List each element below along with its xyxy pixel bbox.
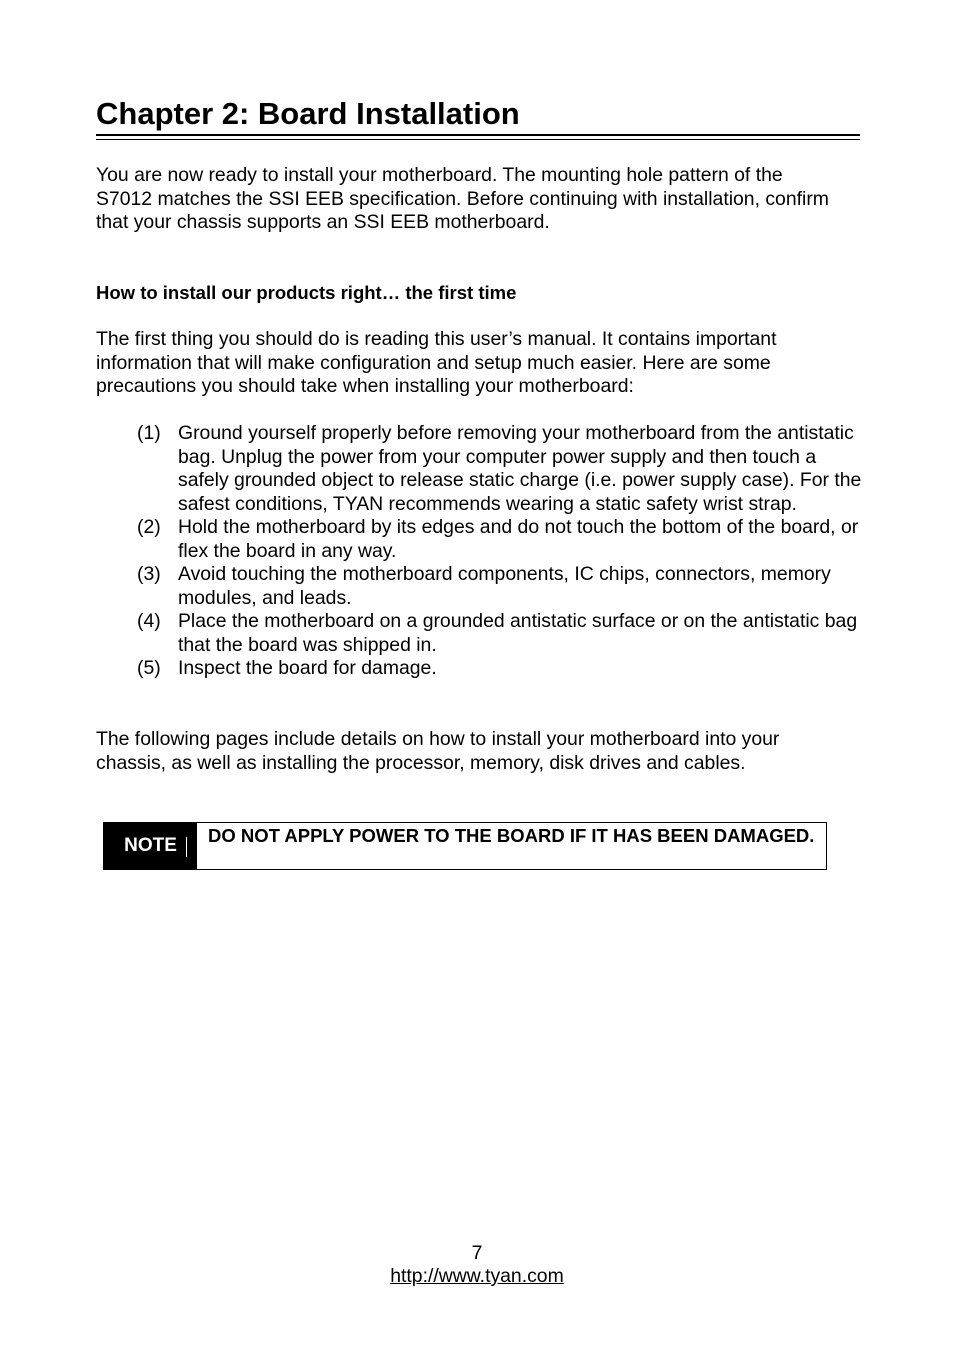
note-label: NOTE [104, 823, 197, 869]
section-subheading: How to install our products right… the first time [96, 282, 517, 303]
precaution-text: Inspect the board for damage. [178, 657, 437, 679]
precaution-item [137, 422, 862, 516]
following-paragraph: The following pages include details on how to install your motherboard into your chassis, as well as installing the processor, memory, disk drives and cables. [96, 728, 780, 774]
precaution-text: Avoid touching the motherboard components, IC chips, connectors, memory modules, and leads. [178, 563, 831, 609]
precaution-item [137, 610, 862, 657]
manual-paragraph: The first thing you should do is reading this user’s manual. It contains important information that will make configuration and setup much easier. Here are some precautions you should take when installing your motherboard: [96, 328, 777, 397]
precaution-text: Ground yourself properly before removing your motherboard from the antistatic bag. Unplug the power from your computer power supply and then touch a safely grounded object to release static charge (i.e. power supply case). For the safest conditions, TYAN recommends wearing a static safety wrist strap. [178, 422, 862, 515]
intro-paragraph: You are now ready to install your motherboard. The mounting hole pattern of the S7012 matches the SSI EEB specification. Before continuing with installation, confirm that your chassis supports an SSI EEB motherboard. [96, 164, 829, 233]
note-text: DO NOT APPLY POWER TO THE BOARD IF IT HAS BEEN DAMAGED. [208, 825, 815, 846]
footer-url-container [0, 1265, 954, 1288]
footer-url-link[interactable]: http://www.tyan.com [390, 1265, 564, 1287]
title-rule-thick [96, 134, 860, 136]
precautions-list [137, 422, 862, 681]
precaution-text: Place the motherboard on a grounded antistatic surface or on the antistatic bag that the board was shipped in. [178, 610, 858, 656]
precaution-number: (3) [137, 563, 161, 585]
chapter-title: Chapter 2: Board Installation [96, 96, 520, 131]
precaution-item [137, 563, 862, 610]
precaution-item [137, 657, 862, 681]
precaution-item [137, 516, 862, 563]
precaution-text: Hold the motherboard by its edges and do not touch the bottom of the board, or flex the board in any way. [178, 516, 859, 562]
precaution-number: (5) [137, 657, 161, 679]
precaution-number: (2) [137, 516, 161, 538]
title-rule-thin [96, 139, 860, 140]
precaution-number: (4) [137, 610, 161, 632]
note-callout [103, 822, 827, 870]
page-number: 7 [471, 1242, 483, 1264]
precaution-number: (1) [137, 422, 161, 444]
